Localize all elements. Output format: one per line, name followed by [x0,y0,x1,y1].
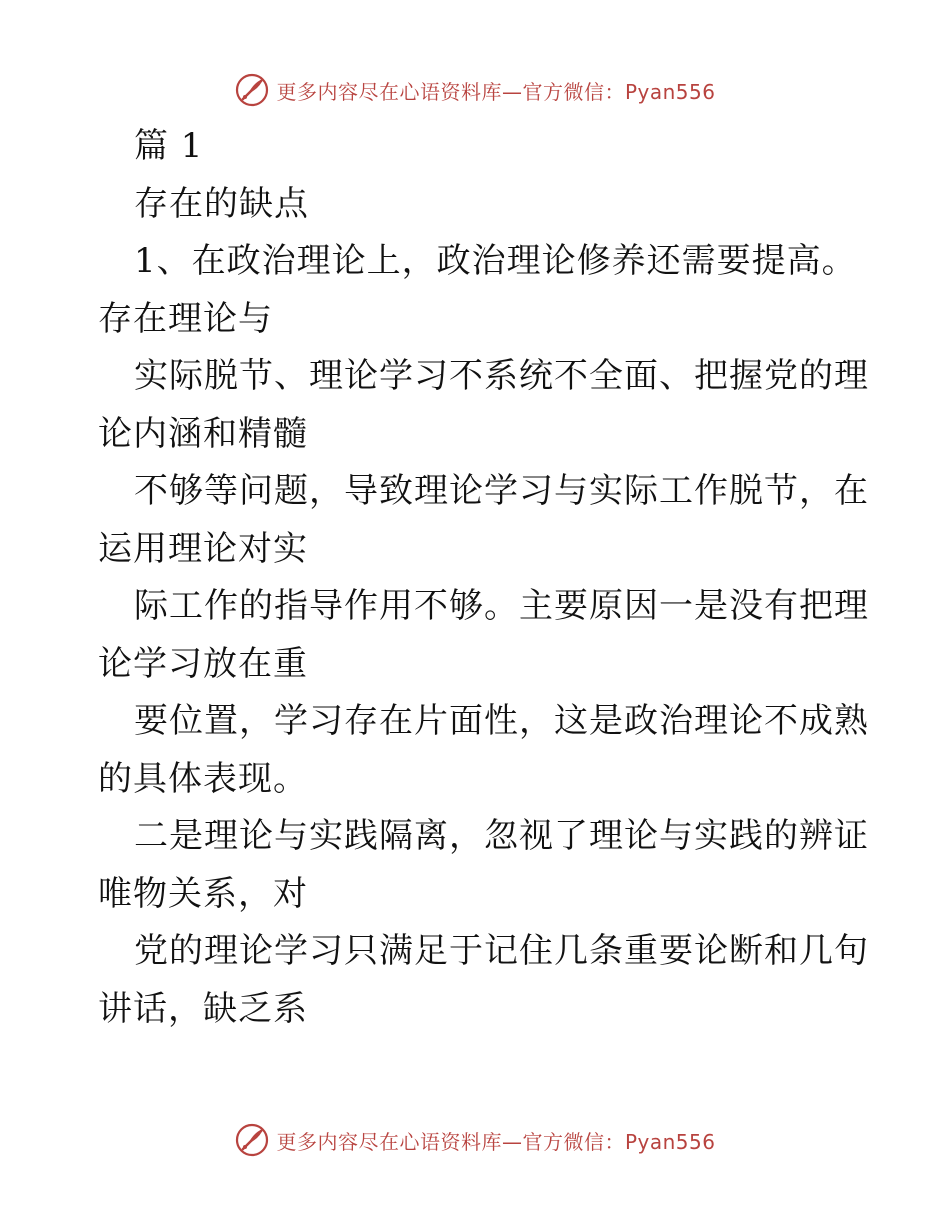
quill-pen-logo-icon [234,72,270,108]
body-line: 讲话，缺乏系 [98,988,308,1029]
quill-pen-logo-icon [234,1122,270,1158]
body-line: 唯物关系，对 [98,873,308,914]
header-watermark-banner [0,68,950,112]
body-line: 党的理论学习只满足于记住几条重要论断和几句 [134,931,869,971]
body-line: 不够等问题，导致理论学习与实际工作脱节，在 [134,471,869,511]
body-line: 存在理论与 [98,298,273,339]
body-line: 要位置，学习存在片面性，这是政治理论不成熟 [134,701,869,741]
body-line: 际工作的指导作用不够。主要原因一是没有把理 [134,586,869,626]
body-line: 的具体表现。 [98,758,308,799]
section-heading: 篇 1 [134,126,204,166]
body-line: 二是理论与实践隔离，忽视了理论与实践的辨证 [134,816,869,856]
subheading: 存在的缺点 [134,183,309,224]
body-line: 论学习放在重 [98,643,308,684]
footer-watermark-banner [0,1118,950,1162]
body-line: 实际脱节、理论学习不系统不全面、把握党的理 [134,356,869,396]
body-line: 1、在政治理论上，政治理论修养还需要提高。 [134,241,857,281]
document-body [98,118,869,1038]
body-line: 论内涵和精髓 [98,413,308,454]
footer-watermark-text: 更多内容尽在心语资料库—官方微信：Pyan556 [276,1129,716,1154]
header-watermark-text: 更多内容尽在心语资料库—官方微信：Pyan556 [276,79,716,104]
body-line: 运用理论对实 [98,528,308,569]
